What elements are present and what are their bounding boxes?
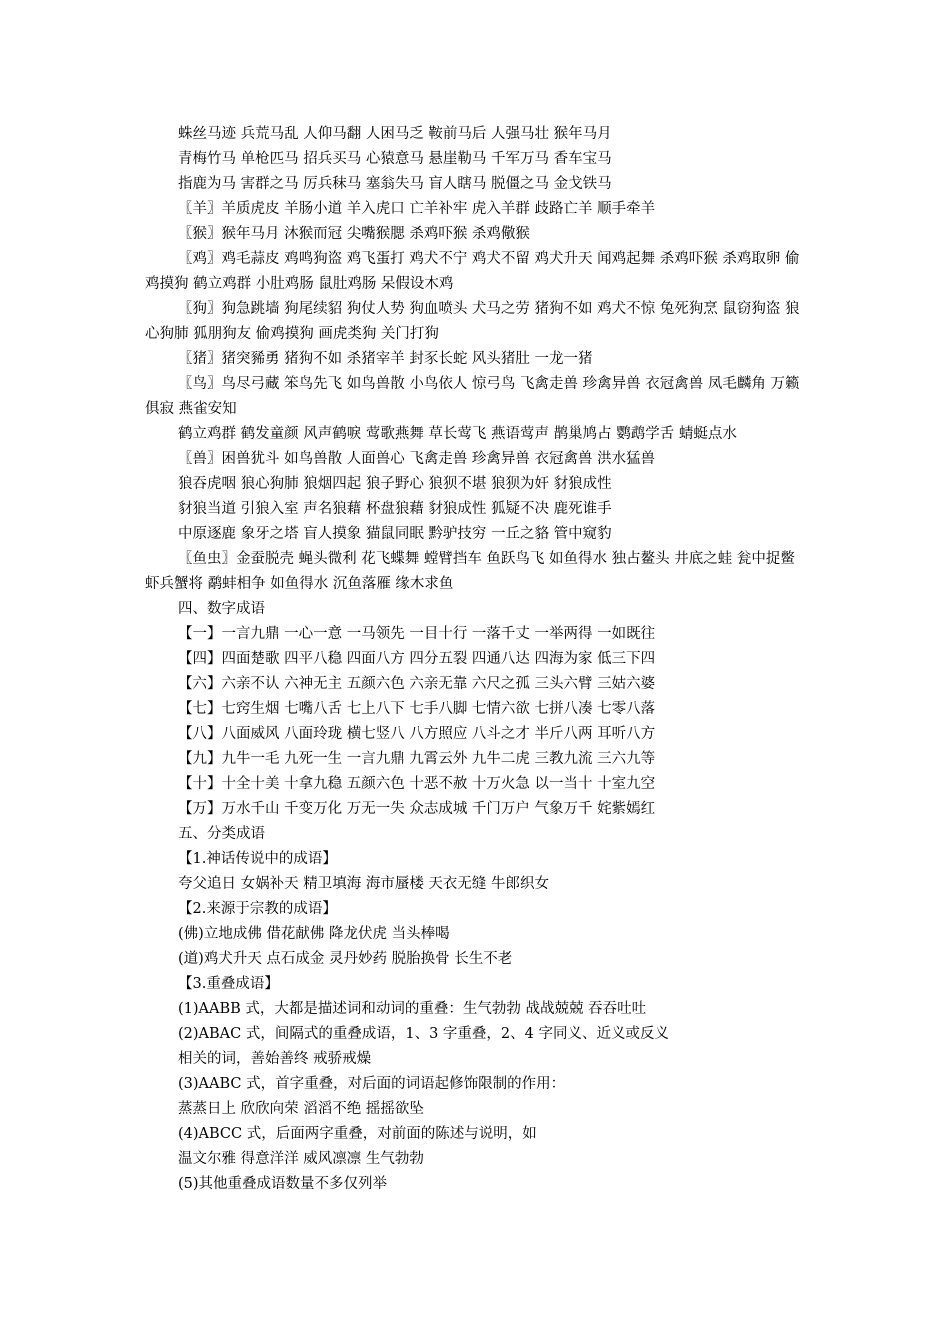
paragraph: 蒸蒸日上 欣欣向荣 滔滔不绝 摇摇欲坠 <box>178 1101 424 1117</box>
paragraph: (4)ABCC 式，后面两字重叠，对前面的陈述与说明，如 <box>178 1126 537 1142</box>
paragraph: 【一】一言九鼎 一心一意 一马领先 一目十行 一落千丈 一举两得 一如既往 <box>178 626 656 642</box>
paragraph: 〖猴〗猴年马月 沐猴而冠 尖嘴猴腮 杀鸡吓猴 杀鸡儆猴 <box>178 226 530 242</box>
paragraph: 指鹿为马 害群之马 厉兵秣马 塞翁失马 盲人瞎马 脱僵之马 金戈铁马 <box>178 176 612 192</box>
paragraph: 【四】四面楚歌 四平八稳 四面八方 四分五裂 四通八达 四海为家 低三下四 <box>178 651 656 667</box>
paragraph: 〖鱼虫〗金蚕脱壳 蝇头微利 花飞蝶舞 螳臂挡车 鱼跃鸟飞 如鱼得水 独占鳌头 井底之蛙 瓮中捉鳖 虾兵蟹将 鹬蚌相争 如鱼得水 沉鱼落雁 缘木求鱼 <box>145 551 795 592</box>
subsection-heading: 【1.神话传说中的成语】 <box>178 851 337 867</box>
subsection-heading: 【2.来源于宗教的成语】 <box>178 901 337 917</box>
paragraph: 〖羊〗羊质虎皮 羊肠小道 羊入虎口 亡羊补牢 虎入羊群 歧路亡羊 顺手牵羊 <box>178 201 656 217</box>
paragraph: 【十】十全十美 十拿九稳 五颜六色 十恶不赦 十万火急 以一当十 十室九空 <box>178 776 656 792</box>
paragraph: (佛)立地成佛 借花献佛 降龙伏虎 当头棒喝 <box>178 926 450 942</box>
paragraph: 中原逐鹿 象牙之塔 盲人摸象 猫鼠同眠 黔驴技穷 一丘之貉 管中窥豹 <box>178 526 612 542</box>
paragraph: 【七】七窍生烟 七嘴八舌 七上八下 七手八脚 七情六欲 七拼八凑 七零八落 <box>178 701 656 717</box>
paragraph: 〖兽〗困兽犹斗 如鸟兽散 人面兽心 飞禽走兽 珍禽异兽 衣冠禽兽 洪水猛兽 <box>178 451 656 467</box>
paragraph: 〖狗〗狗急跳墙 狗尾续貂 狗仗人势 狗血喷头 犬马之劳 猪狗不如 鸡犬不惊 兔死狗烹 鼠窃狗盗 狼心狗肺 狐朋狗友 偷鸡摸狗 画虎类狗 关门打狗 <box>145 301 800 342</box>
subsection-heading: 【3.重叠成语】 <box>178 976 279 992</box>
paragraph: 相关的词，善始善终 戒骄戒燥 <box>178 1051 372 1067</box>
paragraph: (2)ABAC 式，间隔式的重叠成语，1、3 字重叠，2、4 字同义、近义或反义 <box>178 1026 669 1042</box>
paragraph: 夸父追日 女娲补天 精卫填海 海市蜃楼 天衣无缝 牛郎织女 <box>178 876 550 892</box>
paragraph: 温文尔雅 得意洋洋 威风凛凛 生气勃勃 <box>178 1151 424 1167</box>
paragraph: 狼吞虎咽 狼心狗肺 狼烟四起 狼子野心 狼狈不堪 狼狈为奸 豺狼成性 <box>178 476 612 492</box>
paragraph: 【六】六亲不认 六神无主 五颜六色 六亲无靠 六尺之孤 三头六臂 三姑六婆 <box>178 676 656 692</box>
paragraph: 蛛丝马迹 兵荒马乱 人仰马翻 人困马乏 鞍前马后 人强马壮 猴年马月 <box>178 126 612 142</box>
paragraph: 〖鸡〗鸡毛蒜皮 鸡鸣狗盗 鸡飞蛋打 鸡犬不宁 鸡犬不留 鸡犬升天 闻鸡起舞 杀鸡吓猴 杀鸡取卵 偷鸡摸狗 鹤立鸡群 小肚鸡肠 鼠肚鸡肠 呆假设木鸡 <box>145 251 800 292</box>
paragraph: 鹤立鸡群 鹤发童颜 风声鹤唳 莺歌燕舞 草长莺飞 燕语莺声 鹊巢鸠占 鹦鹉学舌 蜻蜓点水 <box>178 426 737 442</box>
paragraph: 【八】八面威风 八面玲珑 横七竖八 八方照应 八斗之才 半斤八两 耳听八方 <box>178 726 656 742</box>
paragraph: (3)AABC 式，首字重叠，对后面的词语起修饰限制的作用： <box>178 1076 566 1092</box>
paragraph: 〖鸟〗鸟尽弓藏 笨鸟先飞 如鸟兽散 小鸟依人 惊弓鸟 飞禽走兽 珍禽异兽 衣冠禽兽 凤毛麟角 万籁俱寂 燕雀安知 <box>145 376 800 417</box>
document-body <box>145 122 810 1197</box>
paragraph: (1)AABB 式，大都是描述词和动词的重叠：生气勃勃 战战兢兢 吞吞吐吐 <box>178 1001 647 1017</box>
section-heading: 四、数字成语 <box>178 601 265 617</box>
paragraph: 青梅竹马 单枪匹马 招兵买马 心猿意马 悬崖勒马 千军万马 香车宝马 <box>178 151 612 167</box>
paragraph: 【九】九牛一毛 九死一生 一言九鼎 九霄云外 九牛二虎 三教九流 三六九等 <box>178 751 656 767</box>
section-heading: 五、分类成语 <box>178 826 265 842</box>
paragraph: 〖猪〗猪突豨勇 猪狗不如 杀猪宰羊 封豕长蛇 风头猪肚 一龙一猪 <box>178 351 593 367</box>
paragraph: 【万】万水千山 千变万化 万无一失 众志成城 千门万户 气象万千 姹紫嫣红 <box>178 801 656 817</box>
paragraph: (5)其他重叠成语数量不多仅列举 <box>178 1176 388 1192</box>
paragraph: 豺狼当道 引狼入室 声名狼藉 杯盘狼藉 豺狼成性 狐疑不决 鹿死谁手 <box>178 501 612 517</box>
paragraph: (道)鸡犬升天 点石成金 灵丹妙药 脱胎换骨 长生不老 <box>178 951 513 967</box>
